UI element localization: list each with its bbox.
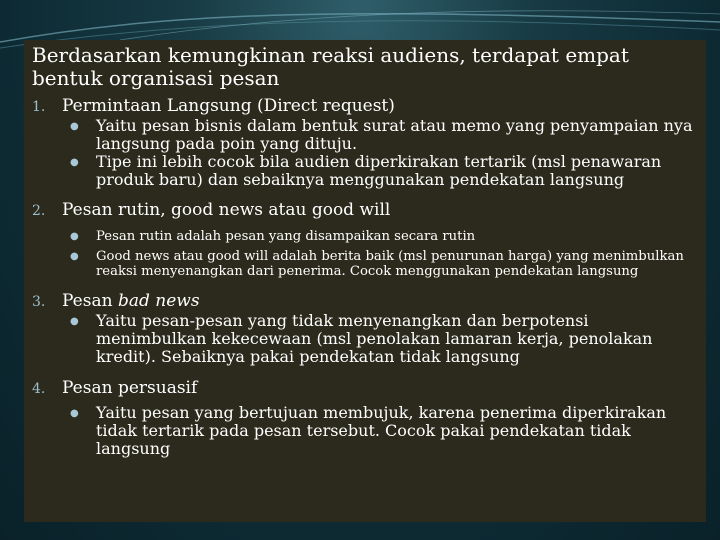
- item-heading-prefix: Pesan: [62, 291, 118, 311]
- item-heading: [62, 291, 200, 312]
- sub-bullet: [70, 117, 698, 153]
- item-heading: Pesan rutin, good news atau good will: [62, 200, 391, 220]
- list-item-2: [32, 200, 698, 279]
- sub-bullet-text: Good news atau good will adalah berita baik (msl penurunan harga) yang menimbulkan reaksi menyenangkan dari penerima. Cocok menggunakan pendekatan langsung: [96, 249, 684, 279]
- sub-bullet: [70, 249, 698, 279]
- bullet-icon: ●: [70, 316, 79, 327]
- item-number: 1.: [32, 99, 46, 115]
- sub-bullet-text: Pesan rutin adalah pesan yang disampaikan secara rutin: [96, 229, 476, 244]
- item-number: 3.: [32, 294, 46, 310]
- sub-bullet-text: Yaitu pesan yang bertujuan membujuk, karena penerima diperkirakan tidak tertarik pada pesan tersebut. Cocok pakai pendekatan tidak langsung: [96, 403, 667, 458]
- item-number: 4.: [32, 381, 46, 397]
- sub-bullet-text: Tipe ini lebih cocok bila audien diperkirakan tertarik (msl penawaran produk baru) dan sebaiknya menggunakan pendekatan langsung: [96, 152, 662, 189]
- bullet-icon: ●: [70, 157, 79, 168]
- bullet-icon: ●: [70, 121, 79, 132]
- list-item-1: [32, 96, 698, 189]
- sub-bullet: [70, 404, 698, 458]
- bullet-icon: ●: [70, 408, 79, 419]
- sub-bullet: [70, 312, 698, 366]
- item-number: 2.: [32, 203, 46, 219]
- list-item-4: [32, 378, 698, 458]
- sub-bullet: [70, 229, 698, 245]
- list-item-3: [32, 291, 698, 366]
- bullet-icon: ●: [70, 251, 79, 262]
- sub-bullet-text: Yaitu pesan-pesan yang tidak menyenangkan dan berpotensi menimbulkan kekecewaan (msl penolakan lamaran kerja, penolakan kredit). Sebaiknya pakai pendekatan tidak langsung: [96, 311, 653, 366]
- sub-bullet: [70, 153, 698, 189]
- sub-bullet-text: Yaitu pesan bisnis dalam bentuk surat atau memo yang penyampaian nya langsung pada poin yang dituju.: [96, 116, 693, 153]
- title-line-2: bentuk organisasi pesan: [32, 66, 280, 90]
- slide-content-panel: [24, 40, 706, 522]
- title-line-1: Berdasarkan kemungkinan reaksi audiens, terdapat empat: [32, 43, 629, 67]
- item-heading-italic: bad news: [117, 291, 200, 311]
- item-heading: Pesan persuasif: [62, 378, 198, 398]
- bullet-icon: ●: [70, 231, 79, 242]
- slide-title: [32, 44, 698, 90]
- item-heading: Permintaan Langsung (Direct request): [62, 96, 395, 116]
